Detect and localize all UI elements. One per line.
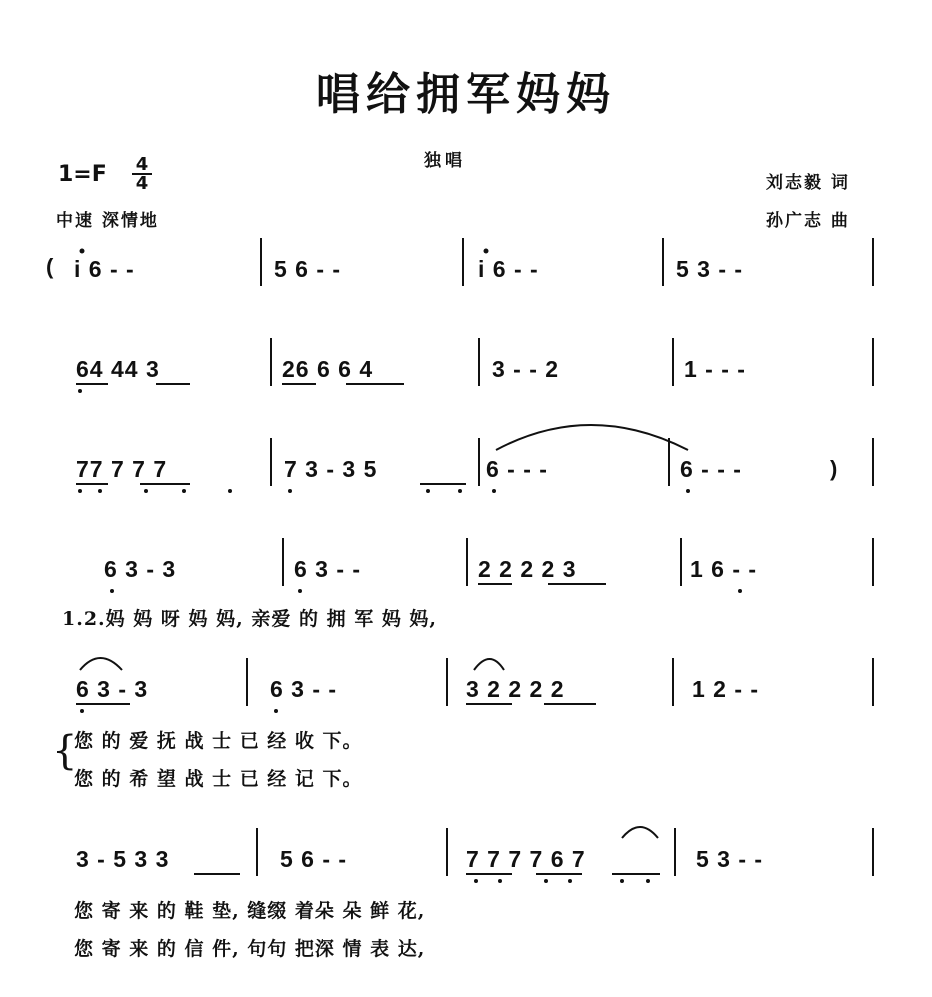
octave-dot-low [568,879,572,883]
lyric-row5-verse1: 您 的 爱 抚 战 士 已 经 收 下。 [74,730,363,752]
octave-dot-low [738,589,742,593]
composer-credit: 孙广志 曲 [766,211,850,231]
notes-row4-m1: 6 3 - 3 [104,556,177,582]
notes-row2-m2: 26 6 6 4 [282,356,374,382]
octave-dot-low [182,489,186,493]
notes-row2-m4: 1 - - - [684,356,746,382]
notes-row3-m4: 6 - - - [680,456,742,482]
lyricist-credit: 刘志毅 词 [766,173,850,193]
octave-dot-low [498,879,502,883]
octave-dot-low [98,489,102,493]
notes-row4-m3: 2 2 2 2 3 [478,556,577,582]
octave-dot-high [80,249,85,254]
notes-row3-m2: 7 3 - 3 5 [284,456,378,482]
octave-dot-low [426,489,430,493]
key-signature: 1=F [58,162,107,187]
octave-dot-low [144,489,148,493]
octave-dot-low [474,879,478,883]
octave-dot-low [228,489,232,493]
octave-dot-low [458,489,462,493]
performance-type: 独唱 [424,151,466,171]
octave-dot-low [78,389,82,393]
notes-row4-m4: 1 6 - - [690,556,758,582]
intro-close-paren: ) [830,456,838,481]
time-signature-numerator: 4 [132,156,152,175]
octave-dot-low [492,489,496,493]
notes-row3-m1: 77 7 7 7 [76,456,168,482]
notes-row1-m3: i 6 - - [478,256,539,282]
lyric-row5-verse2: 您 的 希 望 战 士 已 经 记 下。 [74,768,363,790]
notes-row5-m1: 6 3 - 3 [76,676,149,702]
tempo-marking: 中速 深情地 [56,211,159,231]
notes-row4-m2: 6 3 - - [294,556,362,582]
tie-slur [496,425,688,450]
notes-row6-m4: 5 3 - - [696,846,764,872]
octave-dot-low [78,489,82,493]
notes-row5-m4: 1 2 - - [692,676,760,702]
notes-row5-m3: 3 2 2 2 2 [466,676,565,702]
octave-dot-low [646,879,650,883]
notes-row6-m1: 3 - 5 3 3 [76,846,170,872]
slur [474,659,504,670]
slur [622,827,658,838]
notes-row5-m2: 6 3 - - [270,676,338,702]
verse-brace: { [52,728,78,774]
octave-dot-low [110,589,114,593]
octave-dot-high [484,249,489,254]
octave-dot-low [544,879,548,883]
octave-dot-low [686,489,690,493]
notes-row1-m2: 5 6 - - [274,256,342,282]
lyric-row6-verse2: 您 寄 来 的 信 件, 句句 把深 情 表 达, [74,938,426,960]
song-title: 唱给拥军妈妈 [316,69,616,120]
notes-row1-m4: 5 3 - - [676,256,744,282]
notes-row1-m1: i 6 - - [74,256,135,282]
notes-row2-m1: 64 44 3 [76,356,160,382]
notes-row3-m3: 6 - - - [486,456,548,482]
lyric-row4: 1.2.妈 妈 呀 妈 妈, 亲爱 的 拥 军 妈 妈, [62,608,438,630]
notes-row6-m2: 5 6 - - [280,846,348,872]
notes-row6-m3: 7 7 7 7 6 7 [466,846,586,872]
lyric-row6-verse1: 您 寄 来 的 鞋 垫, 缝缀 着朵 朵 鲜 花, [74,900,426,922]
octave-dot-low [274,709,278,713]
slur [80,658,122,670]
notes-row2-m3: 3 - - 2 [492,356,560,382]
octave-dot-low [620,879,624,883]
intro-open-paren: ( [46,254,54,279]
octave-dot-low [298,589,302,593]
octave-dot-low [80,709,84,713]
time-signature-denominator: 4 [135,173,149,194]
octave-dot-low [288,489,292,493]
